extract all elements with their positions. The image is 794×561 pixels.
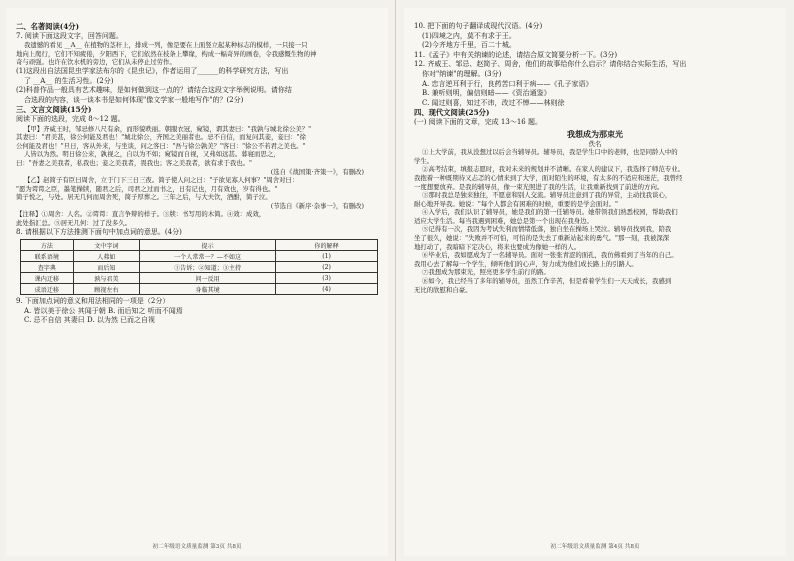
article-line: 耐心地开导我。她说："每个人都会有困难的时候，重要的是学会面对。": [414, 199, 618, 208]
table-row: [21, 273, 378, 284]
table-cell: (3): [276, 273, 378, 284]
table-header-cell: 提示: [140, 240, 276, 251]
table-header-cell: 方法: [21, 240, 74, 251]
text-line: 地向上爬行，它们不知疲倦，夕阳西下，它们依然在枝条上攀缘，构成一幅奇异的画卷，令我感慨生物的神: [16, 49, 317, 58]
text-line: 四、现代文阅读(25分): [414, 108, 490, 118]
left-page-content: [16, 22, 378, 326]
text-line: 合选段的内容，谈一谈本书是如何体现"像文学家一般地写作"的？(2分): [24, 95, 244, 104]
article-line: ③那时我总是独来独往，不愿意和别人交流。辅导员注意到了我的异常，主动找我谈心，: [422, 191, 672, 200]
article-line: ②高考结束，填报志愿时，我对未来的规划并不清晰。在家人的建议下，我选择了师范专业。: [422, 165, 685, 174]
table-cell: (4): [276, 284, 378, 295]
table-cell: 一个人常常一？—不如这: [140, 251, 276, 262]
right-page-content: [414, 22, 776, 294]
text-line: 了 __A__ 的生活习性。(2分): [24, 76, 114, 85]
article-line: ⑦我想成为那束光，照亮更多学生前行的路。: [422, 268, 550, 277]
right-page: [404, 8, 786, 556]
article-line: 学生。: [414, 156, 434, 165]
article-line: 坐了很久，她说："失败并不可怕，可怕的是失去了重新站起来的勇气。"那一刻，我被深深: [414, 234, 670, 243]
article-line: 一度想要放弃。是我的辅导员，像一束光照进了我的生活，让我重新找到了前进的方向。: [414, 182, 664, 191]
table-cell: 成语迁移: [21, 284, 74, 295]
text-line: 此处指汇总。⑤居无几何：过了没多久。: [16, 219, 132, 228]
text-line: 我遗憾的看见 __A__ 在植物的茎秆上，排成一列，像是要在上面竖立起某种标志的模样，一只接一只: [24, 41, 308, 50]
text-line: 10. 把下面的句子翻译成现代汉语。(4分): [414, 22, 543, 30]
text-line: 人皆以为然。明日徐公来，孰视之，自以为不如；窥镜而自视，又弗如远甚。暮寝而思之，: [24, 150, 280, 159]
article-line: 我抱着一种既期待又忐忑的心情来到了大学，面对陌生的环境，有太多的不适应和迷茫，我曾经: [414, 173, 683, 182]
text-line: 阅读下面的选段，完成 8～12 题。: [16, 114, 125, 123]
table-header-cell: 文中字词: [73, 240, 139, 251]
article-line: ⑥毕业后，我如愿成为了一名辅导员。面对一张张青涩的面孔，我仿佛看到了当年的自己。: [422, 251, 678, 260]
text-line: 7. 阅读下面这段文字，回答问题。: [16, 31, 123, 40]
article-line: ④入学后，我们认识了辅导员，她是我们的第一任辅导员。她带领我们熟悉校园，帮助我们: [422, 208, 678, 217]
table-cell: 孰与君美: [73, 273, 139, 284]
table-header-cell: 你的解释: [276, 240, 378, 251]
article-line: 我用心去了解每一个学生，倾听他们的心声，努力成为他们成长路上的引路人。: [414, 259, 638, 268]
text-line: (选自《战国策·齐策一》，有删改): [270, 167, 364, 176]
table-cell: (2): [276, 262, 378, 273]
text-line: 奇与顽强。也许在饮水机的旁边，它们从未停止过劳作。: [16, 58, 176, 67]
table-cell: 查字典: [21, 262, 74, 273]
right-page-footer: 初二年级语文质量监测 第4页 共8页: [550, 544, 640, 550]
left-page-footer: 初二年级语文质量监测 第3页 共8页: [152, 544, 242, 550]
table-cell: 顾视左右: [73, 284, 139, 295]
text-line: 【乙】赵简子有臣曰周舍，立于门下三日三夜。简子使人问之曰："子欲见寡人何事？"周舍对曰：: [24, 176, 299, 185]
text-line: 【注释】①周舍：人名。②谔谔：直言争辩的样子。③牍：书写用的木简。④效：成效，: [16, 210, 266, 219]
table-cell: (1): [276, 251, 378, 262]
article-line: 适应大学生活。每当我遇到困难，她总是第一个出现在我身边。: [414, 216, 593, 225]
text-line: 11.《孟子》中有关纳谏的论述，请结合原文简要分析一下。(3分): [414, 50, 618, 59]
table-cell: 课内迁移: [21, 273, 74, 284]
text-line: 8. 请根据以下方法推测下面句中加点词的意思。(4分): [16, 227, 182, 236]
text-line: C. 忌不自信 其妻曰 D. 以为然 已而之自视: [24, 316, 156, 325]
article-author: 佚名: [588, 139, 602, 148]
article-line: 地打动了，我暗暗下定决心，将来也要成为像她一样的人。: [414, 242, 581, 251]
table-row: [21, 262, 378, 273]
text-line: (一) 阅读下面的文章，完成 13～16 题。: [414, 117, 542, 126]
article-title: 我想成为那束光: [567, 128, 623, 139]
article-line: ⑤记得有一次，我因为考试失利而情绪低落，独自坐在操场上哭泣。辅导员找到我，陪我: [422, 225, 672, 234]
text-line: 9. 下面加点词的意义和用法相同的一项是（2分）: [16, 297, 170, 306]
table-cell: ①告诉；②知道；③主持: [140, 262, 276, 273]
text-line: 12. 齐威王、邹忌、赵简子、周舍，他们的故事给你什么启示？请你结合实际生活，写出: [414, 60, 687, 69]
text-line: 三、文言文阅读(15分): [16, 105, 92, 115]
table-row: [21, 251, 378, 262]
table-cell: 而后知: [73, 262, 139, 273]
article-line: ⑧如今，我已经当了多年的辅导员，虽然工作辛苦，但是看着学生们一天天成长，我感到: [422, 277, 672, 286]
text-line: A. 忠言逆耳利于行，良药苦口利于病——《孔子家语》: [422, 79, 593, 88]
text-line: 简子悦之，与处。居无几何而周舍死，简子厚葬之。三年之后，与大夫饮，酒酣，简子泣。: [16, 193, 272, 202]
table-row: [21, 284, 378, 295]
text-line: 二、名著阅读(4分): [16, 22, 80, 31]
text-line: "愿为谔谔之臣，墨笔操牍，随君之后，司君之过而书之，日有记也，月有效也，岁有得也。": [16, 184, 278, 193]
left-page: [6, 8, 388, 556]
text-line: (1)四境之内，莫不有求于王。: [422, 31, 516, 40]
page-fold-divider: [395, 0, 396, 561]
text-line: 其妻曰："君美甚，徐公何能及君也！"城北徐公，齐国之美丽者也。忌不自信，而复问其妾，妾曰："徐: [16, 133, 307, 142]
text-line: A. 皆以美于徐公 其闻于朝 B. 而后知之 听而不闻焉: [24, 306, 183, 315]
text-line: (2)科普作品一般具有艺术趣味，是如何做到这一点的？请结合这段文字举例说明。请你结: [16, 86, 292, 95]
text-line: C. 闻过则喜，知过不讳，改过不惮——林则徐: [422, 98, 565, 107]
table-cell: 问一反用: [140, 273, 276, 284]
text-line: 你对"纳谏"的理解。(3分): [422, 69, 502, 78]
article-line: 无比的欣慰和自豪。: [414, 285, 472, 294]
text-line: 【甲】齐威王时，邹忌修八尺有余，而形貌昳丽。朝服衣冠，窥镜，谓其妻曰："我孰与城北徐公美？": [24, 124, 312, 133]
text-line: (1)这段出自法国昆虫学家法布尔的《昆虫记》，作者运用了______的科学研究方法，写出: [16, 66, 289, 75]
text-line: B. 兼听则明，偏信则暗——《资治通鉴》: [422, 89, 551, 98]
table-cell: 联系语境: [21, 251, 74, 262]
method-table: [20, 239, 378, 295]
text-line: 公何能及君也！"旦日，客从外来，与坐谈，问之客曰："吾与徐公孰美？"客曰："徐公不若君之美也。": [16, 141, 306, 150]
text-line: (节选自《新序·杂事一》，有删改): [270, 201, 364, 210]
text-line: 曰："吾妻之美我者，私我也；妾之美我者，畏我也；客之美我者，欲有求于我也。": [16, 158, 252, 167]
text-line: (2)今齐地方千里，百二十城。: [422, 41, 516, 50]
article-line: ①上大学前，我从没想过以后会当辅导员。辅导员，我是学生口中的老师，也是同龄人中的: [422, 148, 678, 157]
table-cell: 人弗如: [73, 251, 139, 262]
table-cell: 身临其境: [140, 284, 276, 295]
